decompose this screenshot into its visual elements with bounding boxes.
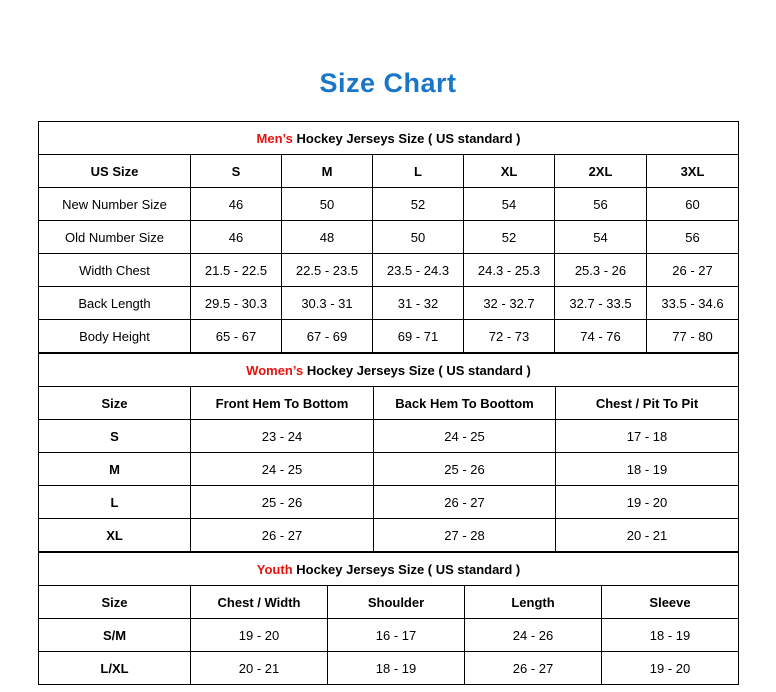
- table-cell: 24 - 25: [191, 453, 374, 486]
- table-cell: 23.5 - 24.3: [373, 254, 464, 287]
- row-label: L/XL: [39, 652, 191, 685]
- column-header: Shoulder: [328, 586, 465, 619]
- section-header-row: [39, 553, 739, 586]
- table-cell: 19 - 20: [191, 619, 328, 652]
- column-header: Chest / Width: [191, 586, 328, 619]
- table-row: [39, 254, 739, 287]
- table-row: [39, 619, 739, 652]
- table-cell: 24 - 25: [374, 420, 556, 453]
- column-header: 2XL: [555, 155, 647, 188]
- table-row: [39, 221, 739, 254]
- table-cell: 21.5 - 22.5: [191, 254, 282, 287]
- table-cell: 52: [373, 188, 464, 221]
- table-row: [39, 287, 739, 320]
- table-cell: 33.5 - 34.6: [647, 287, 739, 320]
- column-header: US Size: [39, 155, 191, 188]
- column-header: XL: [464, 155, 555, 188]
- table-cell: 18 - 19: [602, 619, 739, 652]
- table-cell: 25 - 26: [191, 486, 374, 519]
- womens-heading-rest: Hockey Jerseys Size ( US standard ): [303, 362, 531, 378]
- column-header: Length: [465, 586, 602, 619]
- table-cell: 18 - 19: [556, 453, 739, 486]
- table-cell: 23 - 24: [191, 420, 374, 453]
- table-cell: 22.5 - 23.5: [282, 254, 373, 287]
- row-label: M: [39, 453, 191, 486]
- size-chart-tables: [38, 121, 738, 685]
- table-cell: 56: [647, 221, 739, 254]
- section-header-row: [39, 122, 739, 155]
- youth-heading-accent: Youth: [256, 561, 293, 577]
- table-cell: 26 - 27: [374, 486, 556, 519]
- youth-section-heading: [39, 553, 739, 586]
- table-cell: 20 - 21: [556, 519, 739, 552]
- table-cell: 54: [464, 188, 555, 221]
- table-cell: 25.3 - 26: [555, 254, 647, 287]
- column-header: Size: [39, 387, 191, 420]
- table-cell: 74 - 76: [555, 320, 647, 353]
- row-label: Width Chest: [39, 254, 191, 287]
- table-cell: 56: [555, 188, 647, 221]
- table-cell: 20 - 21: [191, 652, 328, 685]
- table-cell: 50: [373, 221, 464, 254]
- table-cell: 54: [555, 221, 647, 254]
- column-header: Size: [39, 586, 191, 619]
- mens-heading-accent: Men’s: [256, 130, 293, 146]
- table-row: [39, 519, 739, 552]
- column-header: 3XL: [647, 155, 739, 188]
- table-cell: 19 - 20: [556, 486, 739, 519]
- table-row: [39, 420, 739, 453]
- column-header: Front Hem To Bottom: [191, 387, 374, 420]
- table-cell: 48: [282, 221, 373, 254]
- row-label: S: [39, 420, 191, 453]
- table-cell: 46: [191, 221, 282, 254]
- table-row: [39, 486, 739, 519]
- table-cell: 46: [191, 188, 282, 221]
- youth-size-table: [38, 552, 739, 685]
- youth-heading-rest: Hockey Jerseys Size ( US standard ): [292, 561, 521, 577]
- mens-section-heading: [39, 122, 739, 155]
- table-cell: 30.3 - 31: [282, 287, 373, 320]
- table-cell: 60: [647, 188, 739, 221]
- column-header: Back Hem To Boottom: [374, 387, 556, 420]
- womens-heading-accent: Women’s: [246, 362, 304, 378]
- table-cell: 26 - 27: [465, 652, 602, 685]
- row-label: New Number Size: [39, 188, 191, 221]
- table-row: [39, 652, 739, 685]
- table-cell: 26 - 27: [647, 254, 739, 287]
- table-cell: 32 - 32.7: [464, 287, 555, 320]
- table-cell: 65 - 67: [191, 320, 282, 353]
- column-header: Sleeve: [602, 586, 739, 619]
- row-label: L: [39, 486, 191, 519]
- table-cell: 69 - 71: [373, 320, 464, 353]
- section-header-row: [39, 354, 739, 387]
- mens-heading-rest: Hockey Jerseys Size ( US standard ): [292, 130, 521, 146]
- table-cell: 27 - 28: [374, 519, 556, 552]
- table-cell: 29.5 - 30.3: [191, 287, 282, 320]
- table-cell: 52: [464, 221, 555, 254]
- column-header: Chest / Pit To Pit: [556, 387, 739, 420]
- table-header-row: [39, 586, 739, 619]
- row-label: Back Length: [39, 287, 191, 320]
- table-cell: 25 - 26: [374, 453, 556, 486]
- table-cell: 16 - 17: [328, 619, 465, 652]
- table-row: [39, 188, 739, 221]
- row-label: XL: [39, 519, 191, 552]
- table-cell: 67 - 69: [282, 320, 373, 353]
- mens-size-table: [38, 121, 739, 353]
- table-cell: 24 - 26: [465, 619, 602, 652]
- table-row: [39, 453, 739, 486]
- table-cell: 19 - 20: [602, 652, 739, 685]
- column-header: L: [373, 155, 464, 188]
- row-label: Old Number Size: [39, 221, 191, 254]
- table-cell: 77 - 80: [647, 320, 739, 353]
- column-header: S: [191, 155, 282, 188]
- column-header: M: [282, 155, 373, 188]
- table-header-row: [39, 387, 739, 420]
- table-cell: 24.3 - 25.3: [464, 254, 555, 287]
- table-cell: 72 - 73: [464, 320, 555, 353]
- table-cell: 18 - 19: [328, 652, 465, 685]
- table-row: [39, 320, 739, 353]
- table-cell: 17 - 18: [556, 420, 739, 453]
- table-cell: 32.7 - 33.5: [555, 287, 647, 320]
- page-title: Size Chart: [319, 68, 457, 98]
- table-cell: 50: [282, 188, 373, 221]
- row-label: S/M: [39, 619, 191, 652]
- womens-size-table: [38, 353, 739, 552]
- table-header-row: [39, 155, 739, 188]
- womens-section-heading: [39, 354, 739, 387]
- table-cell: 26 - 27: [191, 519, 374, 552]
- table-cell: 31 - 32: [373, 287, 464, 320]
- row-label: Body Height: [39, 320, 191, 353]
